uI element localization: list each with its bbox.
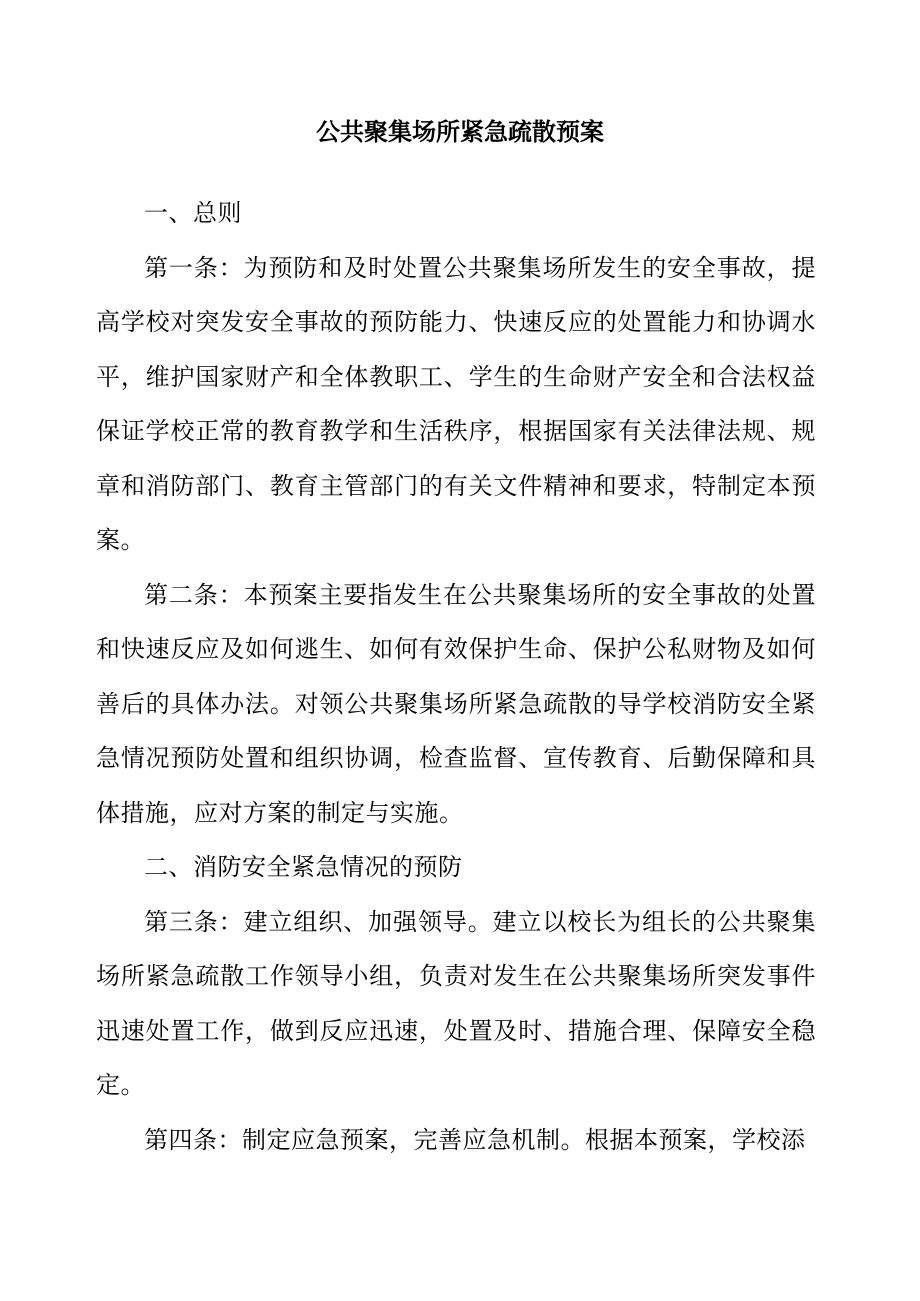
- document-body: [96, 186, 816, 1167]
- section-heading-general: 一、总则: [144, 199, 242, 227]
- article-2-paragraph: 第二条：本预案主要指发生在公共聚集场所的安全事故的处置和快速反应及如何逃生、如何有效保护生命、保护公私财物及如何善后的具体办法。对领公共聚集场所紧急疏散的导学校消防安全紧急情况预防处置和组织协调，检查监督、宣传教育、后勤保障和具体措施，应对方案的制定与实施。: [96, 580, 816, 827]
- article-3-paragraph: 第三条：建立组织、加强领导。建立以校长为组长的公共聚集场所紧急疏散工作领导小组，负责对发生在公共聚集场所突发事件迅速处置工作，做到反应迅速，处置及时、措施合理、保障安全稳定。: [96, 907, 816, 1099]
- document-title: 公共聚集场所紧急疏散预案: [316, 117, 604, 146]
- article-4-paragraph: 第四条：制定应急预案，完善应急机制。根据本预案，学校添: [144, 1125, 806, 1154]
- section-heading-prevention: 二、消防安全紧急情况的预防: [144, 853, 463, 881]
- article-1-paragraph: 第一条：为预防和及时处置公共聚集场所发生的安全事故，提高学校对突发安全事故的预防能力、快速反应的处置能力和协调水平，维护国家财产和全体教职工、学生的生命财产安全和合法权益保证学校正常的教育教学和生活秩序，根据国家有关法律法规、规章和消防部门、教育主管部门的有关文件精神和要求，特制定本预案。: [96, 253, 816, 554]
